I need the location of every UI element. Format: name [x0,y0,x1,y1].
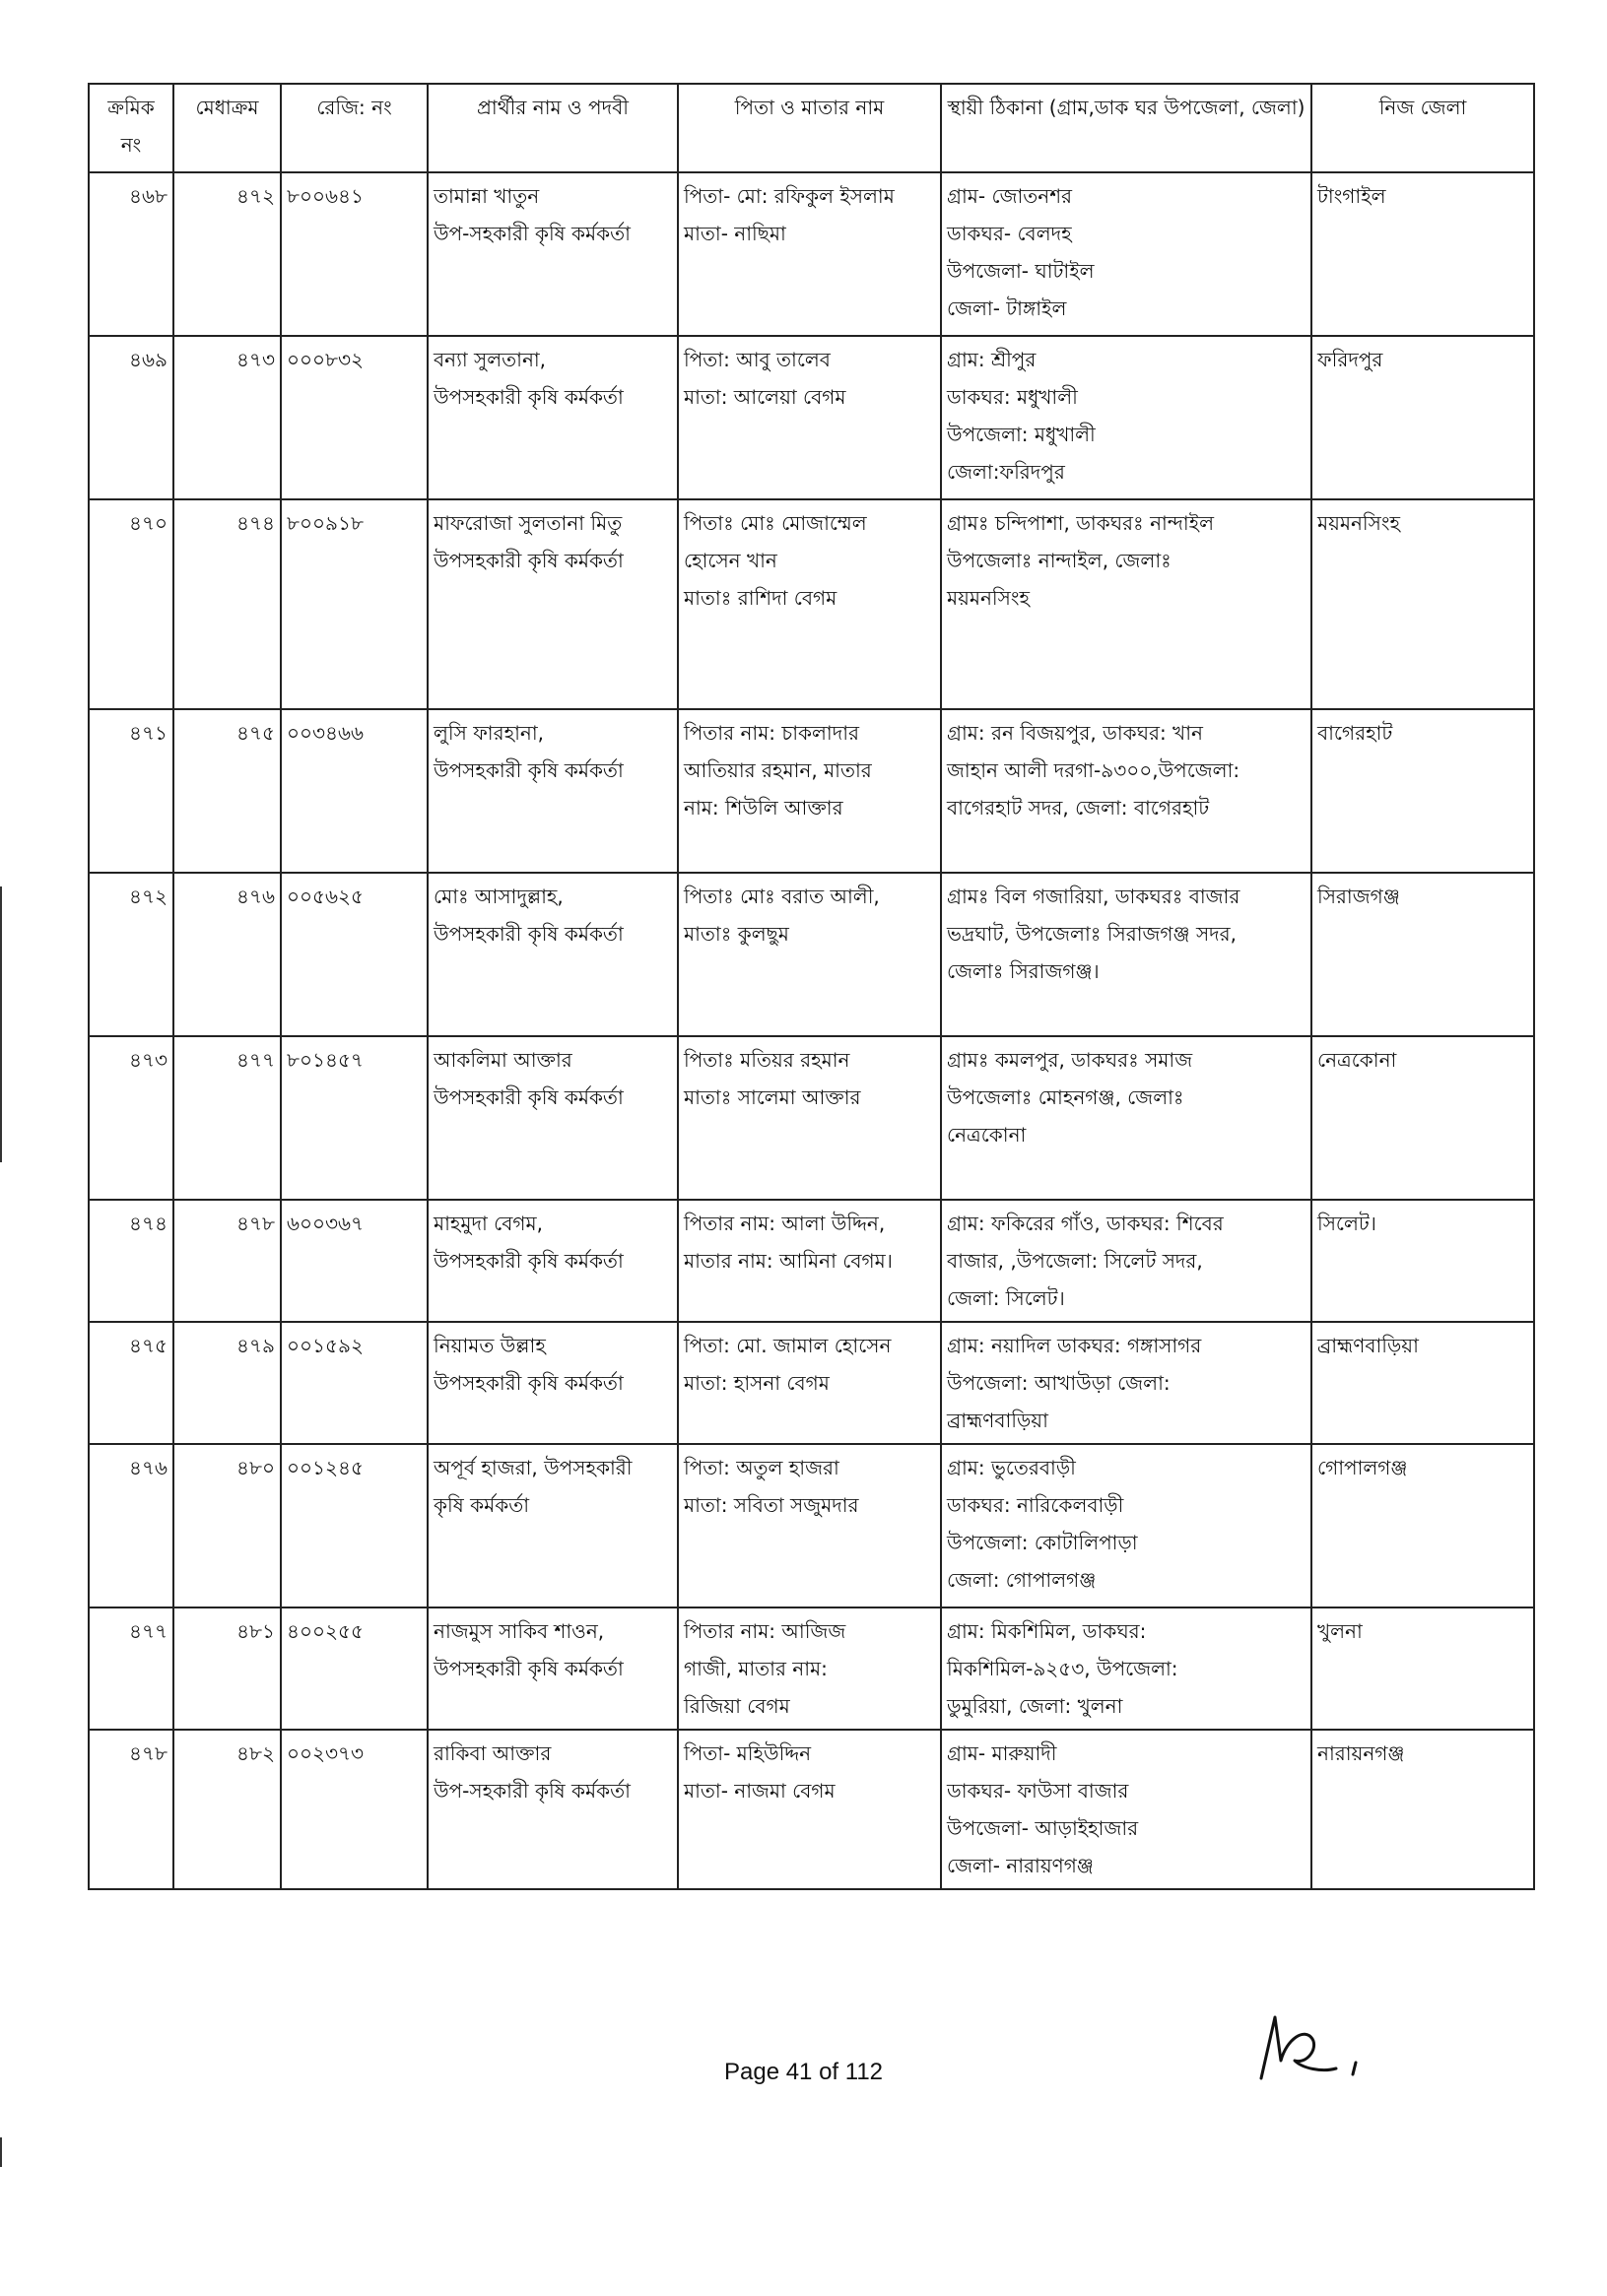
parents-line: গাজী, মাতার নাম: [684,1657,828,1680]
address-line: ডাকঘর- বেলদহ [947,222,1072,245]
parents-line: পিতার নাম: আলা উদ্দিন, [684,1212,886,1235]
address-line: জেলাঃ সিরাজগঞ্জ। [947,959,1100,983]
cell-serial: ৪৭২ [89,873,173,1036]
address-line: উপজেলা- ঘাটাইল [947,259,1095,283]
cell-merit: ৪৭৯ [173,1322,281,1444]
table-row [89,1730,1534,1889]
cell-serial: ৪৭০ [89,499,173,709]
name-line: বন্যা সুলতানা, [434,348,547,371]
name-line: মাহমুদা বেগম, [434,1212,543,1235]
table-row [89,1036,1534,1200]
name-line: উপসহকারী কৃষি কর্মকর্তা [434,1657,624,1680]
parents-line: মাতা: হাসনা বেগম [684,1371,830,1395]
cell-merit: ৪৮২ [173,1730,281,1889]
name-line: তামান্না খাতুন [434,184,540,208]
address-line: জেলা: সিলেট। [947,1286,1065,1310]
header-name: প্রার্থীর নাম ও পদবী [428,84,678,172]
address-line: উপজেলা: আখাউড়া জেলা: [947,1371,1171,1395]
cell-merit: ৪৭৬ [173,873,281,1036]
cell-reg: ০০১৫৯২ [281,1322,428,1444]
cell-parents [678,1200,941,1322]
cell-serial: ৪৬৮ [89,172,173,336]
address-line: উপজেলাঃ মোহনগঞ্জ, জেলাঃ [947,1085,1184,1109]
cell-serial: ৪৭৬ [89,1444,173,1607]
parents-line: মাতা- নাছিমা [684,222,786,245]
name-line: উপ-সহকারী কৃষি কর্মকর্তা [434,222,631,245]
cell-district: বাগেরহাট [1311,709,1534,873]
cell-reg: ৪০০২৫৫ [281,1607,428,1730]
parents-line: পিতা- মো: রফিকুল ইসলাম [684,184,895,208]
address-line: গ্রাম: নয়াদিল ডাকঘর: গঙ্গাসাগর [947,1334,1202,1357]
parents-line: মাতা- নাজমা বেগম [684,1779,836,1803]
parents-line: পিতা: আবু তালেব [684,348,831,371]
address-line: উপজেলা: কোটালিপাড়া [947,1531,1138,1554]
address-line: মিকশিমিল-৯২৫৩, উপজেলা: [947,1657,1178,1680]
parents-line: পিতাঃ মতিয়র রহমান [684,1048,850,1072]
cell-name [428,172,678,336]
parents-line: পিতার নাম: চাকলাদার [684,721,859,745]
cell-name [428,873,678,1036]
header-district: নিজ জেলা [1311,84,1534,172]
cell-name [428,336,678,499]
address-line: উপজেলা: মধুখালী [947,423,1096,446]
cell-address [941,709,1311,873]
parents-line: মাতাঃ কুলছুম [684,922,789,946]
cell-reg: ৬০০৩৬৭ [281,1200,428,1322]
address-line: গ্রাম: ভুতেরবাড়ী [947,1456,1076,1479]
table-row [89,499,1534,709]
cell-name [428,1322,678,1444]
table-header [89,84,1534,172]
name-line: অপূর্ব হাজরা, উপসহকারী [434,1456,633,1479]
cell-merit: ৪৭৭ [173,1036,281,1200]
address-line: ব্রাহ্মণবাড়িয়া [947,1409,1048,1432]
address-line: বাগেরহাট সদর, জেলা: বাগেরহাট [947,796,1210,820]
address-line: ডাকঘর: নারিকেলবাড়ী [947,1493,1124,1517]
cell-serial: ৪৭৪ [89,1200,173,1322]
parents-line: রিজিয়া বেগম [684,1694,790,1718]
address-line: ডাকঘর- ফাউসা বাজার [947,1779,1129,1803]
address-line: গ্রামঃ বিল গজারিয়া, ডাকঘরঃ বাজার [947,885,1240,908]
scan-edge-marks [0,886,4,2167]
address-line: উপজেলা- আড়াইহাজার [947,1816,1139,1840]
address-line: গ্রাম- মারুয়াদী [947,1741,1057,1765]
cell-merit: ৪৭২ [173,172,281,336]
cell-district: সিলেট। [1311,1200,1534,1322]
cell-parents [678,499,941,709]
cell-parents [678,1322,941,1444]
header-address: স্থায়ী ঠিকানা (গ্রাম,ডাক ঘর উপজেলা, জেলা) [941,84,1311,172]
parents-line: মাতাঃ সালেমা আক্তার [684,1085,861,1109]
cell-name [428,1444,678,1607]
signature-initials [1241,2000,1370,2088]
cell-address [941,499,1311,709]
cell-reg: ০০১২৪৫ [281,1444,428,1607]
table-body [89,172,1534,1889]
merit-list-table [88,83,1535,1890]
address-line: জাহান আলী দরগা-৯৩০০,উপজেলা: [947,758,1240,782]
table-row [89,1200,1534,1322]
header-parents: পিতা ও মাতার নাম [678,84,941,172]
cell-reg: ০০৫৬২৫ [281,873,428,1036]
parents-line: মাতা: সবিতা সজুমদার [684,1493,859,1517]
address-line: নেত্রকোনা [947,1123,1027,1147]
cell-address [941,1444,1311,1607]
cell-merit: ৪৮০ [173,1444,281,1607]
cell-address [941,336,1311,499]
header-serial: ক্রমিক নং [89,84,173,172]
address-line: ডাকঘর: মধুখালী [947,385,1078,409]
cell-serial: ৪৬৯ [89,336,173,499]
table-row [89,1322,1534,1444]
address-line: জেলা- টাঙ্গাইল [947,296,1067,320]
address-line: গ্রাম: মিকশিমিল, ডাকঘর: [947,1619,1147,1643]
address-line: উপজেলাঃ নান্দাইল, জেলাঃ [947,549,1172,572]
name-line: রাকিবা আক্তার [434,1741,552,1765]
name-line: উপসহকারী কৃষি কর্মকর্তা [434,549,624,572]
cell-serial: ৪৭৭ [89,1607,173,1730]
cell-serial: ৪৭১ [89,709,173,873]
cell-parents [678,709,941,873]
cell-district: ময়মনসিংহ [1311,499,1534,709]
name-line: মোঃ আসাদুল্লাহ, [434,885,564,908]
parents-line: পিতাঃ মোঃ বরাত আলী, [684,885,880,908]
table-row [89,172,1534,336]
cell-district: সিরাজগঞ্জ [1311,873,1534,1036]
table-row [89,336,1534,499]
header-reg: রেজি: নং [281,84,428,172]
parents-line: মাতা: আলেয়া বেগম [684,385,846,409]
cell-address [941,1036,1311,1200]
cell-parents [678,172,941,336]
cell-district: গোপালগঞ্জ [1311,1444,1534,1607]
cell-address [941,172,1311,336]
cell-parents [678,1444,941,1607]
name-line: নিয়ামত উল্লাহ [434,1334,546,1357]
parents-line: পিতা: অতুল হাজরা [684,1456,839,1479]
cell-address [941,1200,1311,1322]
cell-reg: ৮০১৪৫৭ [281,1036,428,1200]
cell-name [428,709,678,873]
cell-merit: ৪৭৩ [173,336,281,499]
cell-reg: ০০০৮৩২ [281,336,428,499]
address-line: গ্রাম: শ্রীপুর [947,348,1037,371]
header-merit: মেধাক্রম [173,84,281,172]
cell-parents [678,1730,941,1889]
cell-parents [678,873,941,1036]
name-line: মাফরোজা সুলতানা মিতু [434,511,623,535]
name-line: লুসি ফারহানা, [434,721,545,745]
address-line: গ্রামঃ কমলপুর, ডাকঘরঃ সমাজ [947,1048,1193,1072]
parents-line: পিতার নাম: আজিজ [684,1619,846,1643]
address-line: গ্রাম- জোতনশর [947,184,1073,208]
parents-line: হোসেন খান [684,549,777,572]
table-row [89,1607,1534,1730]
cell-reg: ৮০০৯১৮ [281,499,428,709]
cell-name [428,1730,678,1889]
cell-district: ব্রাহ্মণবাড়িয়া [1311,1322,1534,1444]
address-line: বাজার, ,উপজেলা: সিলেট সদর, [947,1249,1203,1273]
cell-parents [678,336,941,499]
address-line: জেলা:ফরিদপুর [947,460,1065,484]
address-line: গ্রাম: ফকিরের গাঁও, ডাকঘর: শিবের [947,1212,1224,1235]
name-line: উপসহকারী কৃষি কর্মকর্তা [434,1249,624,1273]
name-line: আকলিমা আক্তার [434,1048,572,1072]
cell-address [941,873,1311,1036]
name-line: উপসহকারী কৃষি কর্মকর্তা [434,385,624,409]
name-line: উপসহকারী কৃষি কর্মকর্তা [434,1085,624,1109]
page-number: Page 41 of 112 [723,2059,884,2085]
cell-parents [678,1607,941,1730]
cell-merit: ৪৭৫ [173,709,281,873]
cell-district: খুলনা [1311,1607,1534,1730]
name-line: উপসহকারী কৃষি কর্মকর্তা [434,922,624,946]
cell-address [941,1322,1311,1444]
cell-name [428,1200,678,1322]
cell-merit: ৪৭৮ [173,1200,281,1322]
cell-district: ফরিদপুর [1311,336,1534,499]
table-row [89,873,1534,1036]
cell-merit: ৪৭৪ [173,499,281,709]
cell-name [428,1036,678,1200]
address-line: গ্রাম: রন বিজয়পুর, ডাকঘর: খান [947,721,1203,745]
address-line: ভদ্রঘাট, উপজেলাঃ সিরাজগঞ্জ সদর, [947,922,1238,946]
cell-reg: ০০৩৪৬৬ [281,709,428,873]
name-line: কৃষি কর্মকর্তা [434,1493,529,1517]
parents-line: মাতাঃ রাশিদা বেগম [684,586,837,610]
parents-line: আতিয়ার রহমান, মাতার [684,758,872,782]
header-row [89,84,1534,172]
cell-district: নেত্রকোনা [1311,1036,1534,1200]
parents-line: পিতা- মহিউদ্দিন [684,1741,812,1765]
cell-address [941,1607,1311,1730]
address-line: জেলা: গোপালগঞ্জ [947,1568,1097,1592]
table-row [89,709,1534,873]
cell-name [428,1607,678,1730]
cell-serial: ৪৭৮ [89,1730,173,1889]
cell-name [428,499,678,709]
address-line: জেলা- নারায়ণগঞ্জ [947,1854,1094,1877]
cell-serial: ৪৭৩ [89,1036,173,1200]
address-line: ডুমুরিয়া, জেলা: খুলনা [947,1694,1123,1718]
address-line: গ্রামঃ চন্দিপাশা, ডাকঘরঃ নান্দাইল [947,511,1214,535]
name-line: উপ-সহকারী কৃষি কর্মকর্তা [434,1779,631,1803]
parents-line: পিতাঃ মোঃ মোজাম্মেল [684,511,867,535]
name-line: উপসহকারী কৃষি কর্মকর্তা [434,758,624,782]
cell-district: টাংগাইল [1311,172,1534,336]
cell-reg: ৮০০৬৪১ [281,172,428,336]
name-line: নাজমুস সাকিব শাওন, [434,1619,605,1643]
cell-serial: ৪৭৫ [89,1322,173,1444]
parents-line: নাম: শিউলি আক্তার [684,796,843,820]
cell-address [941,1730,1311,1889]
cell-parents [678,1036,941,1200]
cell-reg: ০০২৩৭৩ [281,1730,428,1889]
cell-merit: ৪৮১ [173,1607,281,1730]
parents-line: পিতা: মো. জামাল হোসেন [684,1334,892,1357]
address-line: ময়মনসিংহ [947,586,1030,610]
name-line: উপসহকারী কৃষি কর্মকর্তা [434,1371,624,1395]
table-row [89,1444,1534,1607]
parents-line: মাতার নাম: আমিনা বেগম। [684,1249,893,1273]
cell-district: নারায়নগঞ্জ [1311,1730,1534,1889]
